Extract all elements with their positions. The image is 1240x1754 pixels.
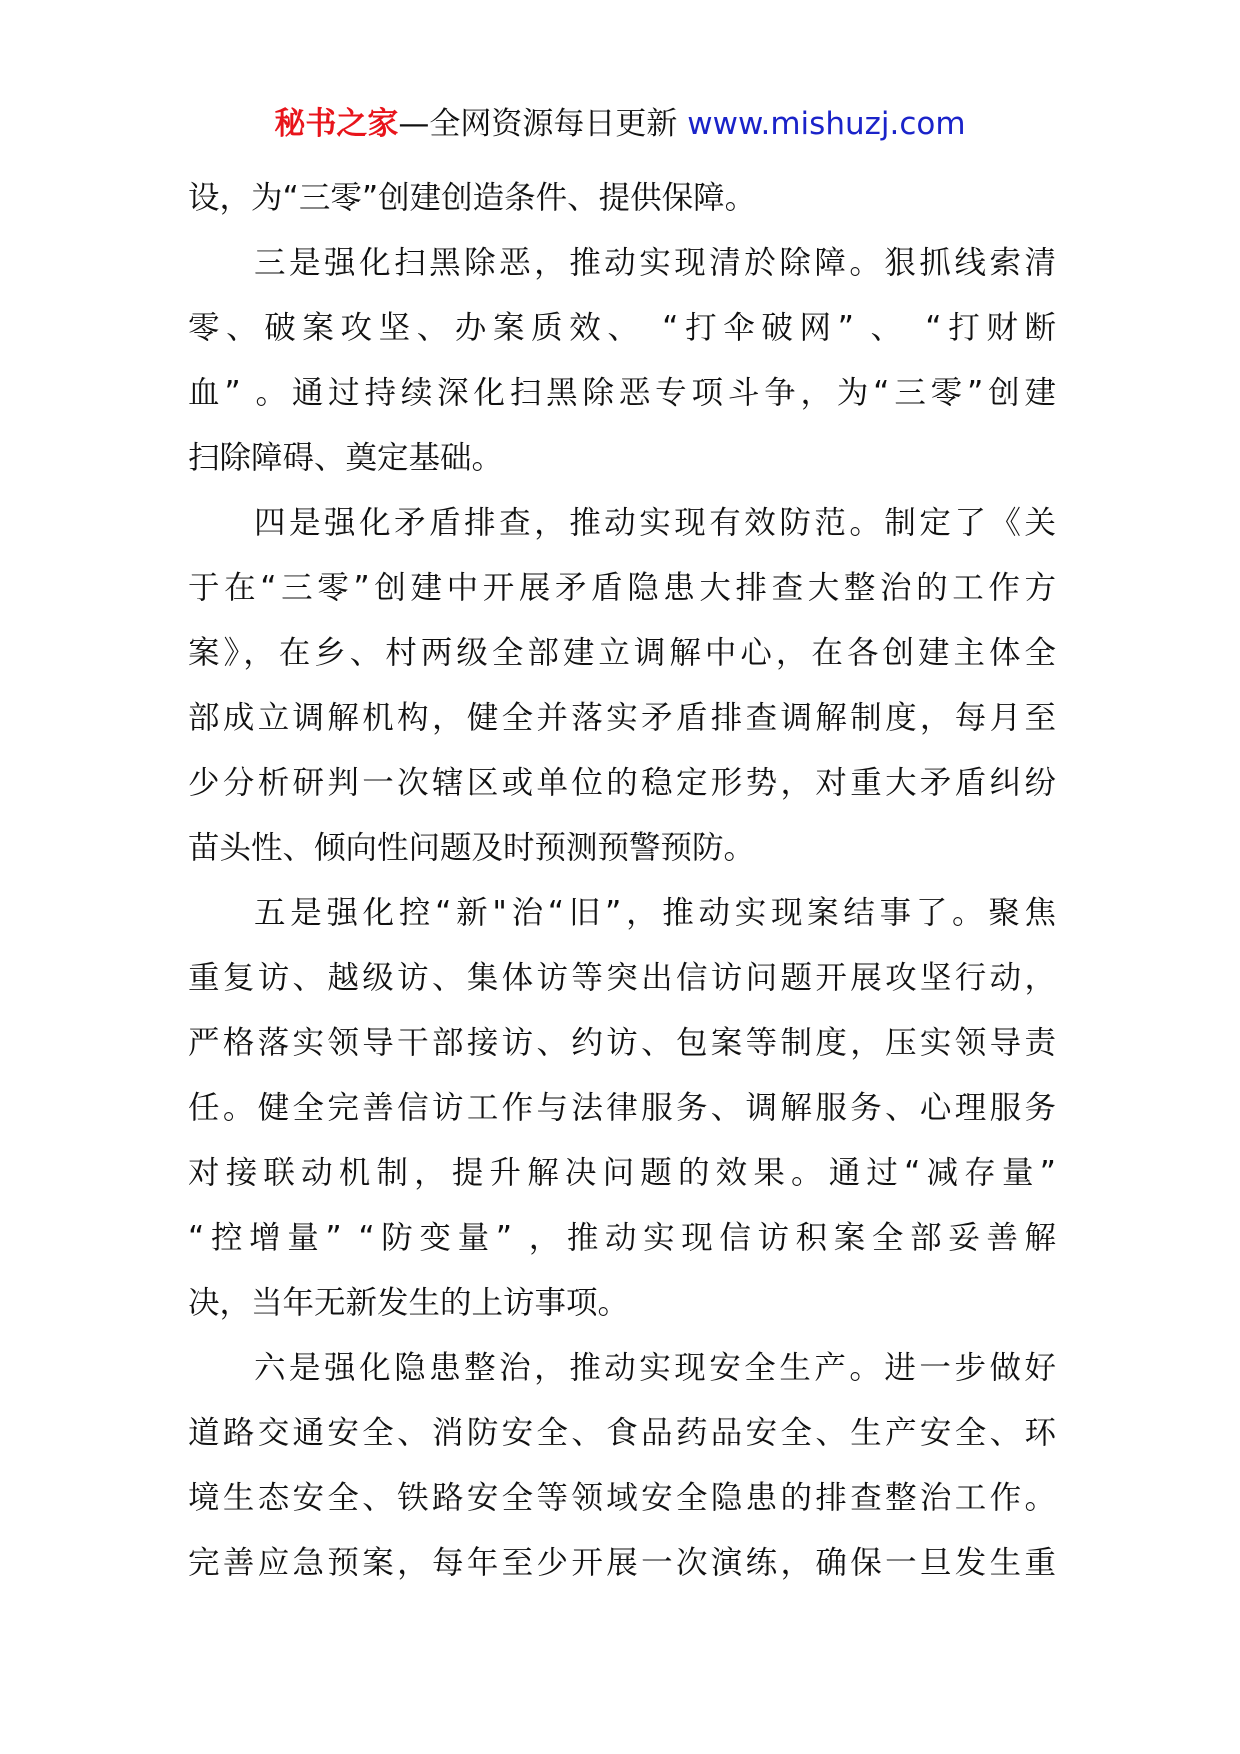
text-line: 零、破案攻坚、办案质效、 “打伞破网” 、 “打财断 [188,310,1056,346]
text-line: 四是强化矛盾排查，推动实现有效防范。制定了《关 [254,505,1056,541]
page-header [0,104,1240,144]
text-line: 扫除障碍、奠定基础。 [188,440,504,476]
brand-name: 秘书之家 [274,106,399,142]
text-line: 部成立调解机构，健全并落实矛盾排查调解制度，每月至 [188,700,1056,736]
text-line: “控增量” “防变量” ，推动实现信访积案全部妥善解 [188,1220,1056,1256]
text-line: 苗头性、倾向性问题及时预测预警预防。 [188,830,756,866]
text-line: 严格落实领导干部接访、约访、包案等制度，压实领导责 [188,1025,1056,1061]
text-line: 对接联动机制，提升解决问题的效果。通过“减存量” [188,1155,1056,1191]
document-body [188,166,1056,1596]
text-line: 五是强化控“新"治“旧”，推动实现案结事了。聚焦 [254,895,1056,931]
text-line: 道路交通安全、消防安全、食品药品安全、生产安全、环 [188,1415,1056,1451]
text-line: 重复访、越级访、集体访等突出信访问题开展攻坚行动， [188,960,1056,996]
text-line: 任。健全完善信访工作与法律服务、调解服务、心理服务 [188,1090,1056,1126]
text-line: 血” 。通过持续深化扫黑除恶专项斗争，为“三零”创建 [188,375,1056,411]
text-line: 三是强化扫黑除恶，推动实现清於除障。狠抓线索清 [254,245,1056,281]
text-line: 设，为“三零”创建创造条件、提供保障。 [188,180,757,216]
text-line: 少分析研判一次辖区或单位的稳定形势，对重大矛盾纠纷 [188,765,1056,801]
text-line: 完善应急预案，每年至少开展一次演练，确保一旦发生重 [188,1545,1056,1581]
text-line: 决，当年无新发生的上访事项。 [188,1285,630,1321]
text-line: 境生态安全、铁路安全等领域安全隐患的排查整治工作。 [188,1480,1056,1516]
text-line: 案》，在乡、村两级全部建立调解中心，在各创建主体全 [188,635,1056,671]
header-tagline: —全网资源每日更新 [398,106,678,142]
text-line: 于在“三零”创建中开展矛盾隐患大排查大整治的工作方 [188,570,1056,606]
website-link[interactable]: www.mishuzj.com [687,106,966,142]
text-line: 六是强化隐患整治，推动实现安全生产。进一步做好 [254,1350,1056,1386]
